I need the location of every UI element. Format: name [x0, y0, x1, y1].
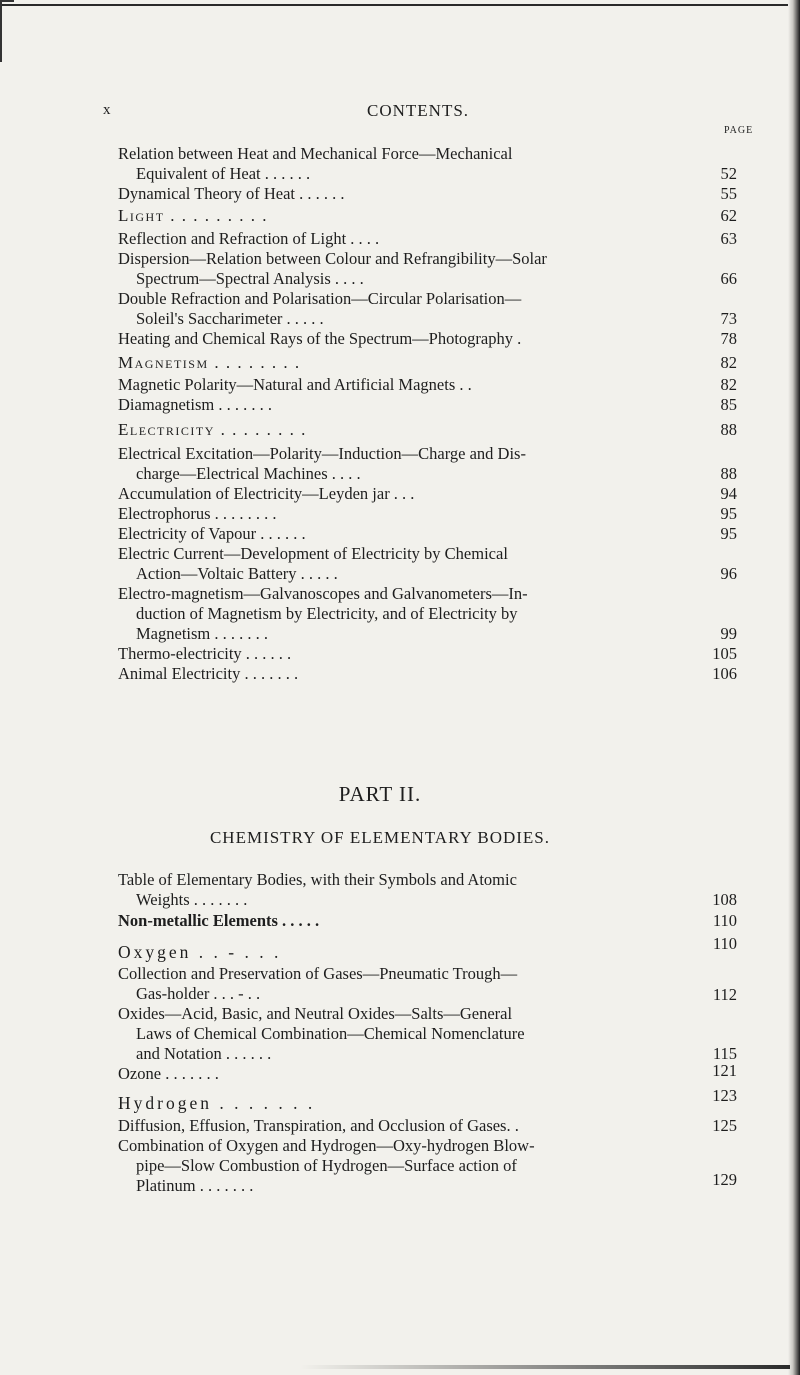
entry-text: Platinum . . . . . . . — [136, 1176, 254, 1195]
entry-text: and Notation . . . . . . — [136, 1044, 272, 1063]
entry-page: 88 — [720, 464, 737, 483]
entry-text: Electrophorus . . . . . . . . — [118, 504, 277, 523]
entry-text: duction of Magnetism by Electricity, and of Electricity by — [136, 604, 518, 623]
entry-page: 82 — [720, 375, 737, 394]
section-heading: Non-metallic Elements . . . . . — [118, 911, 320, 930]
entry-text: Dynamical Theory of Heat . . . . . . — [118, 184, 345, 203]
entry-page: 125 — [712, 1116, 737, 1135]
entry-text: Electricity of Vapour . . . . . . — [118, 524, 306, 543]
entry-page: 62 — [720, 206, 737, 225]
entry-page: 108 — [712, 890, 737, 909]
entry-text: Weights . . . . . . . — [136, 890, 248, 909]
entry-text: Electric Current—Development of Electricity by Chemical — [118, 544, 508, 563]
entry-text: Soleil's Saccharimeter . . . . . — [136, 309, 324, 328]
entry-page: 110 — [712, 911, 737, 930]
entry-page: 66 — [720, 269, 737, 288]
entry-text: Ozone . . . . . . . — [118, 1064, 219, 1083]
entry-page: 105 — [712, 644, 737, 663]
entry-page: 112 — [712, 985, 737, 1004]
section-heading: Electricity . . . . . . . . — [118, 420, 307, 439]
entry-page: 73 — [720, 309, 737, 328]
entry-text: Electrical Excitation—Polarity—Induction—Charge and Dis- — [118, 444, 526, 463]
entry-page: 85 — [720, 395, 737, 414]
page-column-label: PAGE — [724, 125, 754, 136]
entry-page: 129 — [712, 1170, 737, 1189]
entry-text: Table of Elementary Bodies, with their Symbols and Atomic — [118, 870, 517, 889]
entry-page: 96 — [720, 564, 737, 583]
entry-text: Animal Electricity . . . . . . . — [118, 664, 299, 683]
entry-text: Spectrum—Spectral Analysis . . . . — [136, 269, 364, 288]
entry-text: Action—Voltaic Battery . . . . . — [136, 564, 338, 583]
entry-text: Electro-magnetism—Galvanoscopes and Galvanometers—In- — [118, 584, 528, 603]
entry-page: 63 — [720, 229, 737, 248]
entry-page: 95 — [720, 504, 737, 523]
page-folio: x — [103, 102, 111, 118]
entry-text: charge—Electrical Machines . . . . — [136, 464, 361, 483]
entry-text: pipe—Slow Combustion of Hydrogen—Surface action of — [136, 1156, 517, 1175]
entry-page: 121 — [712, 1061, 737, 1080]
running-title: CONTENTS. — [367, 101, 470, 120]
entry-text: Dispersion—Relation between Colour and Refrangibility—Solar — [118, 249, 547, 268]
entry-text: Collection and Preservation of Gases—Pneumatic Trough— — [118, 964, 518, 983]
bottom-edge-shadow — [300, 1365, 790, 1369]
part-title: PART II. — [338, 782, 422, 806]
entry-text: Magnetism . . . . . . . — [136, 624, 268, 643]
section-heading: Light . . . . . . . . . — [118, 206, 269, 225]
entry-text: Double Refraction and Polarisation—Circular Polarisation— — [118, 289, 522, 308]
entry-text: Relation between Heat and Mechanical Force—Mechanical — [118, 144, 513, 163]
entry-text: Reflection and Refraction of Light . . . . — [118, 229, 380, 248]
entry-page: 78 — [720, 329, 737, 348]
entry-page: 99 — [720, 624, 737, 643]
entry-page: 82 — [720, 353, 737, 372]
entry-text: Laws of Chemical Combination—Chemical Nomenclature — [136, 1024, 525, 1043]
entry-text: Accumulation of Electricity—Leyden jar . . . — [118, 484, 415, 503]
entry-text: Oxides—Acid, Basic, and Neutral Oxides—Salts—General — [118, 1004, 513, 1023]
entry-page: 106 — [712, 664, 737, 683]
entry-text: Thermo-electricity . . . . . . — [118, 644, 292, 663]
part-subtitle: CHEMISTRY OF ELEMENTARY BODIES. — [209, 828, 551, 847]
entry-text: Heating and Chemical Rays of the Spectrum—Photography . — [118, 329, 522, 348]
entry-page: 110 — [712, 934, 737, 953]
entry-text: Equivalent of Heat . . . . . . — [136, 164, 311, 183]
entry-page: 55 — [720, 184, 737, 203]
entry-text: Diamagnetism . . . . . . . — [118, 395, 272, 414]
entry-page: 94 — [720, 484, 737, 503]
section-heading: Hydrogen . . . . . . . — [118, 1093, 316, 1113]
entry-text: Diffusion, Effusion, Transpiration, and Occlusion of Gases. . — [118, 1116, 519, 1135]
entry-text: Gas-holder . . . - . . — [136, 984, 261, 1003]
entry-page: 88 — [720, 420, 737, 439]
entry-page: 123 — [712, 1086, 737, 1105]
section-heading: Magnetism . . . . . . . . — [118, 353, 301, 372]
entry-text: Magnetic Polarity—Natural and Artificial Magnets . . — [118, 375, 472, 394]
entry-page: 52 — [720, 164, 737, 183]
section-heading: Oxygen . . - . . . — [118, 942, 282, 962]
entry-page: 95 — [720, 524, 737, 543]
entry-page: 115 — [712, 1044, 737, 1063]
entry-text: Combination of Oxygen and Hydrogen—Oxy-hydrogen Blow- — [118, 1136, 535, 1155]
